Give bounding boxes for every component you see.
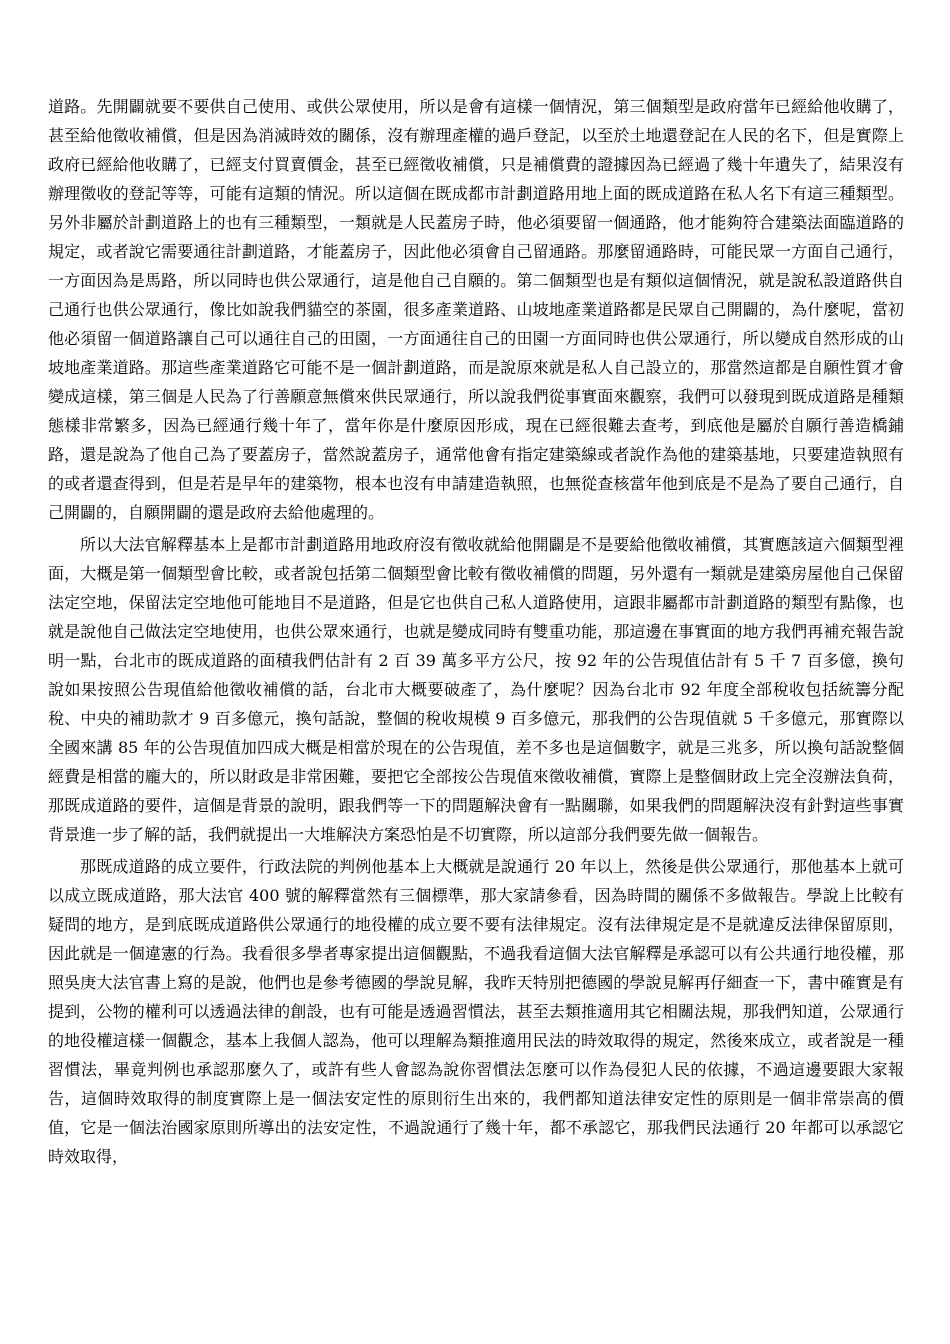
paragraph-2: 所以大法官解釋基本上是都市計劃道路用地政府沒有徵收就給他開闢是不是要給他徵收補償，其實應該這六個類型裡面，大概是第一個類型會比較，或者說包括第二個類型會比較有徵收補償的問題，另外還有一類就是建築房屋他自己保留法定空地，保留法定空地他可能地目不是道路，但是它也供自己私人道路使用，這跟非屬都市計劃道路的類型有點像，也就是說他自己做法定空地使用，也供公眾來通行，也就是變成同時有雙重功能，那這邊在事實面的地方我們再補充報告說明一點，台北市的既成道路的面積我們估計有 2 百 39 萬多平方公尺，按 92 年的公告現值估計有 5 千 7 百多億，換句說如果按照公告現值給他徵收補償的話，台北市大概要破產了，為什麼呢？因為台北市 92 年度全部稅收包括統籌分配稅、中央的補助款才 9 百多億元，換句話說，整個的稅收規模 9 百多億元，那我們的公告現值就 5 千多億元，那實際以全國來講 85 年的公告現值加四成大概是相當於現在的公告現值，差不多也是這個數字，就是三兆多，所以換句話說整個經費是相當的龐大的，所以財政是非常困難，要把它全部按公告現值來徵收補償，實際上是整個財政上完全沒辦法負荷，那既成道路的要件，這個是背景的說明，跟我們等一下的問題解決會有一點關聯，如果我們的問題解決沒有針對這些事實背景進一步了解的話，我們就提出一大堆解決方案恐怕是不切實際，所以這部分我們要先做一個報告。 bbox=[48, 535, 904, 844]
paragraph-1: 道路。先開闢就要不要供自己使用、或供公眾使用，所以是會有這樣一個情況，第三個類型是政府當年已經給他收購了，甚至給他徵收補償，但是因為消滅時效的關係，沒有辦理產權的過戶登記，以至於土地還登記在人民的名下，但是實際上政府已經給他收購了，已經支付買賣價金，甚至已經徵收補償，只是補償費的證據因為已經過了幾十年遺失了，結果沒有辦理徵收的登記等等，可能有這類的情況。所以這個在既成都市計劃道路用地上面的既成道路在私人名下有這三種類型。另外非屬於計劃道路上的也有三種類型，一類就是人民蓋房子時，他必須要留一個通路，他才能夠符合建築法面臨道路的規定，或者說它需要通往計劃道路，才能蓋房子，因此他必須會自己留通路。那麼留通路時，可能民眾一方面自己通行，一方面因為是馬路，所以同時也供公眾通行，這是他自己自願的。第二個類型也是有類似這個情況，就是說私設道路供自己通行也供公眾通行，像比如說我們貓空的茶園，很多產業道路、山坡地產業道路都是民眾自己開闢的，為什麼呢，當初他必須留一個道路讓自己可以通往自己的田園，一方面通往自己的田園一方面同時也供公眾通行，所以變成自然形成的山坡地產業道路。那這些產業道路它可能不是一個計劃道路，而是說原來就是私人自己設立的，那當然這都是自願性質才會變成這樣，第三個是人民為了行善願意無償來供民眾通行，所以說我們從事實面來觀察，我們可以發現到既成道路是種類態樣非常繁多，因為已經通行幾十年了，當年你是什麼原因形成，現在已經很難去查考，到底他是屬於自願行善造橋鋪路，還是說為了他自己為了要蓋房子，當然說蓋房子，通常他會有指定建築線或者說作為他的建築基地，只要建造執照有的或者還查得到，但是若是早年的建築物，根本也沒有申請建造執照，也無從查核當年他到底是不是為了要自己通行，自己開闢的，自願開闢的還是政府去給他處理的。 bbox=[48, 97, 904, 522]
document-page bbox=[48, 92, 904, 1171]
paragraph-3: 那既成道路的成立要件，行政法院的判例他基本上大概就是說通行 20 年以上，然後是供公眾通行，那他基本上就可以成立既成道路，那大法官 400 號的解釋當然有三個標準，那大家請參看，因為時間的關係不多做報告。學說上比較有疑問的地方，是到底既成道路供公眾通行的地役權的成立要不要有法律規定。沒有法律規定是不是就違反法律保留原則，因此就是一個違憲的行為。我看很多學者專家提出這個觀點，不過我看這個大法官解釋是承認可以有公共通行地役權，那照吳庚大法官書上寫的是說，他們也是參考德國的學說見解，我昨天特別把德國的學說見解再仔細查一下，書中確實是有提到，公物的權利可以透過法律的創設，也有可能是透過習慣法，甚至去類推適用其它相關法規，那我們知道，公眾通行的地役權這樣一個觀念，基本上我個人認為，他可以理解為類推適用民法的時效取得的規定，然後來成立，或者說是一種習慣法，畢竟判例也承認那麼久了，或許有些人會認為說你習慣法怎麼可以作為侵犯人民的依據，不過這邊要跟大家報告，這個時效取得的制度實際上是一個法安定性的原則衍生出來的，我們都知道法律安定性的原則是一個非常崇高的價值，它是一個法治國家原則所導出的法安定性，不過說通行了幾十年，都不承認它，那我們民法通行 20 年都可以承認它時效取得， bbox=[48, 857, 904, 1166]
